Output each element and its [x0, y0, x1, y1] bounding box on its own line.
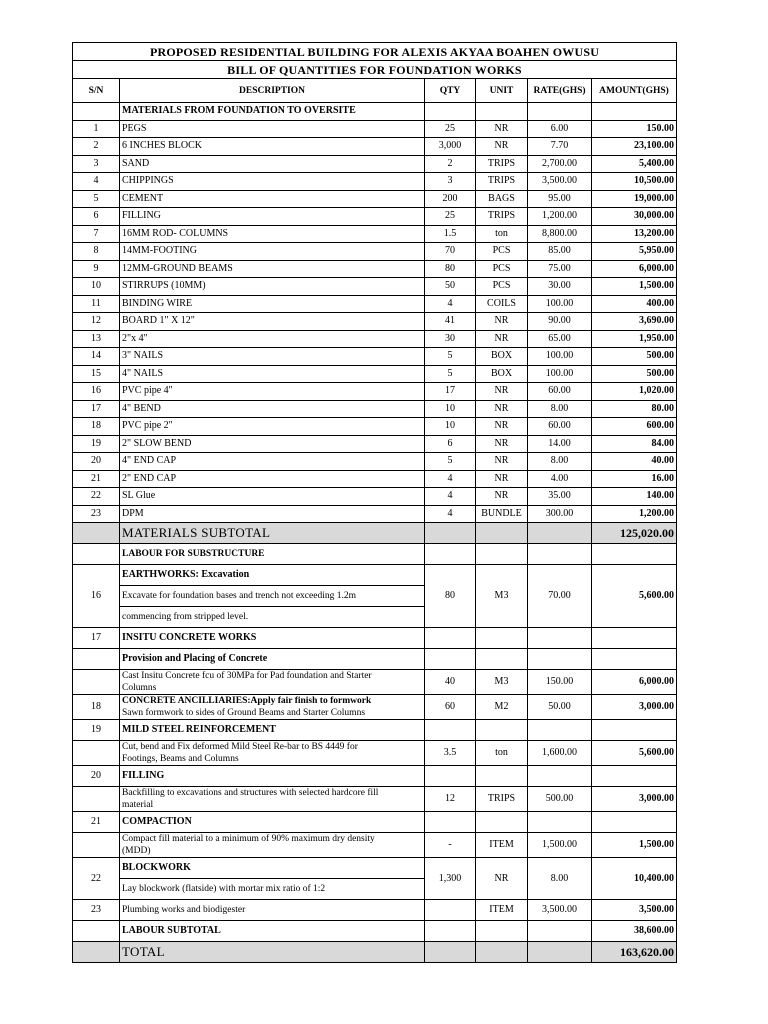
material-description: 6 INCHES BLOCK — [120, 138, 425, 156]
material-sn: 7 — [73, 225, 120, 243]
ancilliaries-qty: 60 — [425, 695, 476, 720]
material-row — [73, 120, 677, 138]
material-description: 3" NAILS — [120, 348, 425, 366]
material-rate: 8.00 — [528, 400, 592, 418]
blockwork-unit: NR — [476, 858, 528, 900]
material-row — [73, 365, 677, 383]
material-rate: 3,500.00 — [528, 173, 592, 191]
material-row — [73, 400, 677, 418]
material-qty: 5 — [425, 453, 476, 471]
material-row — [73, 295, 677, 313]
material-amount: 5,400.00 — [592, 155, 677, 173]
material-rate: 14.00 — [528, 435, 592, 453]
material-amount: 5,950.00 — [592, 243, 677, 261]
material-sn: 1 — [73, 120, 120, 138]
ancilliaries-sn: 18 — [73, 695, 120, 720]
compaction-description — [120, 833, 425, 858]
material-sn: 20 — [73, 453, 120, 471]
total-label: TOTAL — [120, 942, 425, 963]
material-row — [73, 418, 677, 436]
insitu-amount: 6,000.00 — [592, 670, 677, 695]
material-unit: TRIPS — [476, 208, 528, 226]
material-sn: 16 — [73, 383, 120, 401]
material-description: CEMENT — [120, 190, 425, 208]
material-description: 4" NAILS — [120, 365, 425, 383]
column-headers — [73, 79, 677, 103]
earthworks-rate: 70.00 — [528, 565, 592, 628]
material-row — [73, 190, 677, 208]
material-description: BOARD 1" X 12" — [120, 313, 425, 331]
material-row — [73, 330, 677, 348]
material-row — [73, 208, 677, 226]
material-rate: 4.00 — [528, 470, 592, 488]
material-qty: 50 — [425, 278, 476, 296]
material-unit: PCS — [476, 260, 528, 278]
filling-unit: TRIPS — [476, 787, 528, 812]
header-description: DESCRIPTION — [120, 79, 425, 103]
material-amount: 23,100.00 — [592, 138, 677, 156]
plumbing-sn: 23 — [73, 900, 120, 921]
material-row — [73, 138, 677, 156]
material-sn: 3 — [73, 155, 120, 173]
material-amount: 500.00 — [592, 365, 677, 383]
material-row — [73, 348, 677, 366]
ancilliaries-unit: M2 — [476, 695, 528, 720]
material-description: PVC pipe 4" — [120, 383, 425, 401]
material-amount: 140.00 — [592, 488, 677, 506]
material-sn: 19 — [73, 435, 120, 453]
material-description: SL Glue — [120, 488, 425, 506]
compaction-line1: Compact fill material to a minimum of 90% maximum dry density — [122, 834, 375, 844]
material-qty: 1.5 — [425, 225, 476, 243]
steel-line1: Cut, bend and Fix deformed Mild Steel Re-bar to BS 4449 for — [122, 742, 358, 752]
plumbing-amount: 3,500.00 — [592, 900, 677, 921]
insitu-subtitle: Provision and Placing of Concrete — [120, 649, 425, 670]
material-unit: BOX — [476, 365, 528, 383]
material-sn: 18 — [73, 418, 120, 436]
filling-title: FILLING — [120, 766, 425, 787]
material-rate: 6.00 — [528, 120, 592, 138]
insitu-rate: 150.00 — [528, 670, 592, 695]
material-row — [73, 243, 677, 261]
material-description: DPM — [120, 505, 425, 523]
earthworks-sn: 16 — [73, 565, 120, 628]
filling-rate: 500.00 — [528, 787, 592, 812]
ancilliaries-title: CONCRETE ANCILLIARIES:Apply fair finish to formwork — [122, 696, 372, 706]
material-unit: NR — [476, 453, 528, 471]
blockwork-rate: 8.00 — [528, 858, 592, 900]
material-description: CHIPPINGS — [120, 173, 425, 191]
material-sn: 15 — [73, 365, 120, 383]
steel-line2: Footings, Beams and Columns — [122, 754, 239, 764]
material-qty: 6 — [425, 435, 476, 453]
material-description: 2" END CAP — [120, 470, 425, 488]
material-qty: 17 — [425, 383, 476, 401]
header-unit: UNIT — [476, 79, 528, 103]
material-rate: 65.00 — [528, 330, 592, 348]
insitu-line1: Cast Insitu Concrete fcu of 30MPa for Pad foundation and Starter — [122, 671, 372, 681]
material-amount: 19,000.00 — [592, 190, 677, 208]
material-unit: BAGS — [476, 190, 528, 208]
bill-of-quantities-table — [72, 42, 677, 963]
filling-sn: 20 — [73, 766, 120, 787]
blockwork-line1: Lay blockwork (flatside) with mortar mix ratio of 1:2 — [120, 879, 425, 900]
earthworks-unit: M3 — [476, 565, 528, 628]
material-qty: 70 — [425, 243, 476, 261]
material-rate: 100.00 — [528, 348, 592, 366]
material-unit: TRIPS — [476, 155, 528, 173]
material-qty: 4 — [425, 295, 476, 313]
material-row — [73, 173, 677, 191]
insitu-sn: 17 — [73, 628, 120, 649]
material-rate: 85.00 — [528, 243, 592, 261]
material-amount: 1,020.00 — [592, 383, 677, 401]
labour-subtotal-label: LABOUR SUBTOTAL — [120, 921, 425, 942]
material-description: PVC pipe 2" — [120, 418, 425, 436]
material-amount: 1,950.00 — [592, 330, 677, 348]
material-description: FILLING — [120, 208, 425, 226]
material-rate: 100.00 — [528, 365, 592, 383]
material-rate: 60.00 — [528, 418, 592, 436]
material-rate: 300.00 — [528, 505, 592, 523]
material-row — [73, 278, 677, 296]
materials-heading: MATERIALS FROM FOUNDATION TO OVERSITE — [120, 103, 425, 121]
material-unit: NR — [476, 330, 528, 348]
earthworks-qty: 80 — [425, 565, 476, 628]
material-row — [73, 453, 677, 471]
labour-subtotal-amount: 38,600.00 — [592, 921, 677, 942]
material-amount: 3,690.00 — [592, 313, 677, 331]
material-description: 4" END CAP — [120, 453, 425, 471]
material-amount: 400.00 — [592, 295, 677, 313]
filling-description — [120, 787, 425, 812]
material-description: 12MM-GROUND BEAMS — [120, 260, 425, 278]
insitu-title: INSITU CONCRETE WORKS — [120, 628, 425, 649]
filling-amount: 3,000.00 — [592, 787, 677, 812]
material-row — [73, 488, 677, 506]
header-rate: RATE(GHS) — [528, 79, 592, 103]
material-rate: 100.00 — [528, 295, 592, 313]
material-qty: 3,000 — [425, 138, 476, 156]
material-unit: NR — [476, 435, 528, 453]
material-amount: 80.00 — [592, 400, 677, 418]
material-qty: 3 — [425, 173, 476, 191]
earthworks-line1: Excavate for foundation bases and trench not exceeding 1.2m — [120, 586, 425, 607]
insitu-unit: M3 — [476, 670, 528, 695]
material-sn: 17 — [73, 400, 120, 418]
insitu-line2: Columns — [122, 683, 157, 693]
steel-amount: 5,600.00 — [592, 741, 677, 766]
steel-rate: 1,600.00 — [528, 741, 592, 766]
material-qty: 80 — [425, 260, 476, 278]
material-row — [73, 505, 677, 523]
materials-subtotal-amount: 125,020.00 — [592, 523, 677, 544]
material-rate: 2,700.00 — [528, 155, 592, 173]
material-unit: NR — [476, 120, 528, 138]
material-description: 14MM-FOOTING — [120, 243, 425, 261]
material-description: SAND — [120, 155, 425, 173]
material-amount: 30,000.00 — [592, 208, 677, 226]
material-sn: 5 — [73, 190, 120, 208]
material-unit: BOX — [476, 348, 528, 366]
compaction-line2: (MDD) — [122, 846, 151, 856]
material-sn: 2 — [73, 138, 120, 156]
earthworks-line2: commencing from stripped level. — [120, 607, 425, 628]
plumbing-unit: ITEM — [476, 900, 528, 921]
header-sn: S/N — [73, 79, 120, 103]
material-description: 4" BEND — [120, 400, 425, 418]
material-sn: 4 — [73, 173, 120, 191]
material-rate: 75.00 — [528, 260, 592, 278]
material-qty: 25 — [425, 208, 476, 226]
material-sn: 10 — [73, 278, 120, 296]
material-amount: 6,000.00 — [592, 260, 677, 278]
material-row — [73, 470, 677, 488]
ancilliaries-rate: 50.00 — [528, 695, 592, 720]
earthworks-title: EARTHWORKS: Excavation — [120, 565, 425, 586]
material-qty: 2 — [425, 155, 476, 173]
material-unit: NR — [476, 313, 528, 331]
material-sn: 6 — [73, 208, 120, 226]
material-description: 2"x 4" — [120, 330, 425, 348]
material-rate: 90.00 — [528, 313, 592, 331]
material-unit: PCS — [476, 243, 528, 261]
ancilliaries-amount: 3,000.00 — [592, 695, 677, 720]
blockwork-amount: 10,400.00 — [592, 858, 677, 900]
ancilliaries-line1: Sawn formwork to sides of Ground Beams and Starter Columns — [122, 708, 366, 718]
steel-qty: 3.5 — [425, 741, 476, 766]
material-rate: 8,800.00 — [528, 225, 592, 243]
material-amount: 500.00 — [592, 348, 677, 366]
material-qty: 10 — [425, 400, 476, 418]
material-qty: 200 — [425, 190, 476, 208]
material-rate: 7.70 — [528, 138, 592, 156]
material-qty: 4 — [425, 488, 476, 506]
material-unit: NR — [476, 400, 528, 418]
material-qty: 5 — [425, 365, 476, 383]
document-subtitle: BILL OF QUANTITIES FOR FOUNDATION WORKS — [73, 61, 677, 79]
compaction-sn: 21 — [73, 812, 120, 833]
material-sn: 11 — [73, 295, 120, 313]
material-amount: 16.00 — [592, 470, 677, 488]
material-description: BINDING WIRE — [120, 295, 425, 313]
material-qty: 25 — [425, 120, 476, 138]
labour-heading: LABOUR FOR SUBSTRUCTURE — [120, 544, 425, 565]
material-rate: 35.00 — [528, 488, 592, 506]
blockwork-title: BLOCKWORK — [120, 858, 425, 879]
materials-heading-row — [73, 103, 677, 121]
material-unit: BUNDLE — [476, 505, 528, 523]
material-amount: 13,200.00 — [592, 225, 677, 243]
material-unit: NR — [476, 470, 528, 488]
material-description: STIRRUPS (10MM) — [120, 278, 425, 296]
material-sn: 21 — [73, 470, 120, 488]
material-sn: 9 — [73, 260, 120, 278]
materials-subtotal-label: MATERIALS SUBTOTAL — [120, 523, 425, 544]
material-unit: NR — [476, 418, 528, 436]
material-description: PEGS — [120, 120, 425, 138]
material-amount: 40.00 — [592, 453, 677, 471]
material-amount: 1,200.00 — [592, 505, 677, 523]
material-unit: NR — [476, 488, 528, 506]
material-qty: 41 — [425, 313, 476, 331]
total-amount: 163,620.00 — [592, 942, 677, 963]
compaction-title: COMPACTION — [120, 812, 425, 833]
material-rate: 8.00 — [528, 453, 592, 471]
material-row — [73, 435, 677, 453]
material-qty: 4 — [425, 505, 476, 523]
header-amount: AMOUNT(GHS) — [592, 79, 677, 103]
document-title: PROPOSED RESIDENTIAL BUILDING FOR ALEXIS AKYAA BOAHEN OWUSU — [73, 43, 677, 61]
material-rate: 1,200.00 — [528, 208, 592, 226]
steel-unit: ton — [476, 741, 528, 766]
material-qty: 4 — [425, 470, 476, 488]
material-sn: 23 — [73, 505, 120, 523]
material-qty: 30 — [425, 330, 476, 348]
material-description: 2" SLOW BEND — [120, 435, 425, 453]
filling-line2: material — [122, 800, 154, 810]
material-unit: TRIPS — [476, 173, 528, 191]
blockwork-sn: 22 — [73, 858, 120, 900]
steel-title: MILD STEEL REINFORCEMENT — [120, 720, 425, 741]
material-unit: ton — [476, 225, 528, 243]
steel-description — [120, 741, 425, 766]
material-qty: 5 — [425, 348, 476, 366]
material-rate: 60.00 — [528, 383, 592, 401]
filling-qty: 12 — [425, 787, 476, 812]
material-amount: 1,500.00 — [592, 278, 677, 296]
compaction-unit: ITEM — [476, 833, 528, 858]
material-row — [73, 225, 677, 243]
total-row — [73, 942, 677, 963]
material-row — [73, 383, 677, 401]
material-sn: 14 — [73, 348, 120, 366]
insitu-qty: 40 — [425, 670, 476, 695]
material-sn: 22 — [73, 488, 120, 506]
compaction-amount: 1,500.00 — [592, 833, 677, 858]
material-unit: COILS — [476, 295, 528, 313]
labour-heading-row — [73, 544, 677, 565]
steel-sn: 19 — [73, 720, 120, 741]
material-unit: PCS — [476, 278, 528, 296]
ancilliaries-description — [120, 695, 425, 720]
compaction-rate: 1,500.00 — [528, 833, 592, 858]
material-sn: 8 — [73, 243, 120, 261]
material-amount: 10,500.00 — [592, 173, 677, 191]
material-sn: 12 — [73, 313, 120, 331]
material-amount: 150.00 — [592, 120, 677, 138]
material-unit: NR — [476, 138, 528, 156]
material-row — [73, 155, 677, 173]
insitu-description — [120, 670, 425, 695]
material-row — [73, 260, 677, 278]
filling-line1: Backfilling to excavations and structures with selected hardcore fill — [122, 788, 379, 798]
material-description: 16MM ROD- COLUMNS — [120, 225, 425, 243]
material-rate: 95.00 — [528, 190, 592, 208]
material-amount: 600.00 — [592, 418, 677, 436]
material-row — [73, 313, 677, 331]
material-unit: NR — [476, 383, 528, 401]
blockwork-qty: 1,300 — [425, 858, 476, 900]
material-rate: 30.00 — [528, 278, 592, 296]
plumbing-rate: 3,500.00 — [528, 900, 592, 921]
plumbing-line1: Plumbing works and biodigester — [120, 900, 425, 921]
material-sn: 13 — [73, 330, 120, 348]
material-amount: 84.00 — [592, 435, 677, 453]
material-qty: 10 — [425, 418, 476, 436]
earthworks-amount: 5,600.00 — [592, 565, 677, 628]
header-qty: QTY — [425, 79, 476, 103]
materials-subtotal-row — [73, 523, 677, 544]
compaction-qty: - — [425, 833, 476, 858]
